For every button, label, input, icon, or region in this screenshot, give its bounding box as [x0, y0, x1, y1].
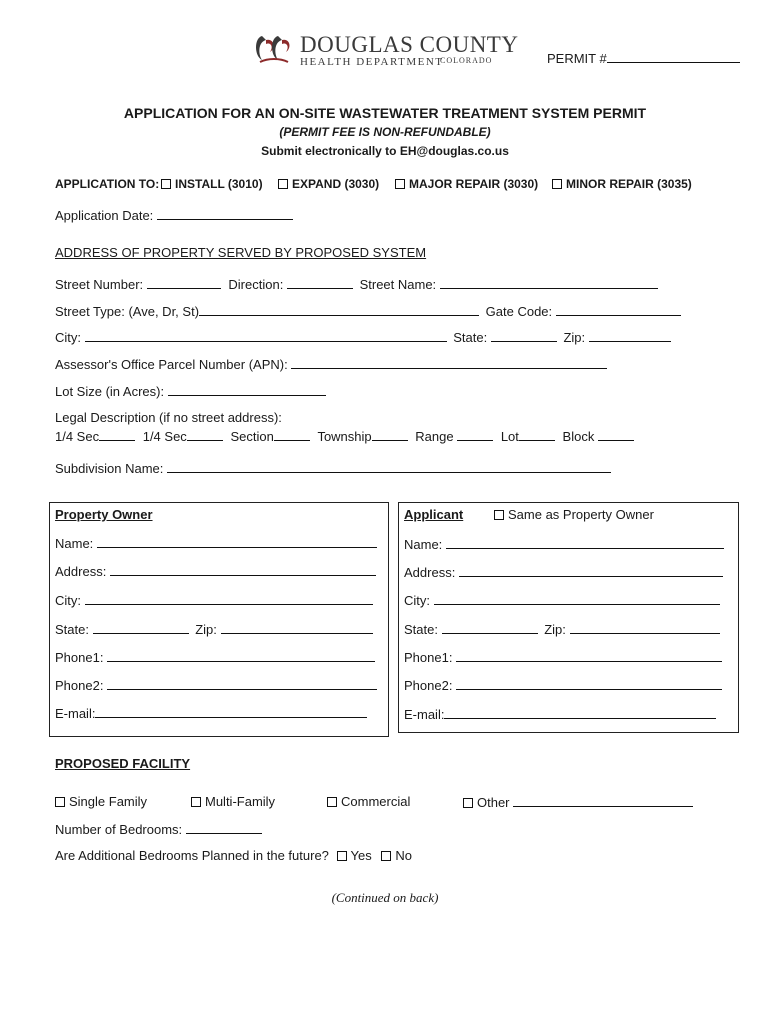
logo-sub: HEALTH DEPARTMENT: [300, 56, 444, 68]
same-as-owner-checkbox[interactable]: [494, 510, 504, 520]
permit-number-field[interactable]: [547, 50, 740, 66]
no-option[interactable]: No: [381, 848, 412, 863]
multi-family-checkbox[interactable]: [191, 797, 201, 807]
option-minor-repair[interactable]: MINOR REPAIR (3035): [552, 177, 692, 191]
additional-bedrooms-row: [55, 848, 412, 863]
application-date-label: Application Date:: [55, 208, 154, 223]
major-repair-checkbox[interactable]: [395, 179, 405, 189]
owner-address-field[interactable]: Address:: [55, 563, 376, 579]
street-name-field[interactable]: Street Name:: [360, 277, 658, 292]
lot-size-field[interactable]: Lot Size (in Acres):: [55, 383, 326, 399]
legal-description-row: [55, 428, 634, 444]
option-major-repair[interactable]: MAJOR REPAIR (3030): [395, 177, 538, 191]
facility-multi-family[interactable]: Multi-Family: [191, 794, 275, 809]
option-expand[interactable]: EXPAND (3030): [278, 177, 379, 191]
facility-other[interactable]: Other: [463, 794, 693, 810]
property-owner-heading: Property Owner: [55, 507, 153, 522]
form-title: APPLICATION FOR AN ON-SITE WASTEWATER TREATMENT SYSTEM PERMIT: [123, 105, 647, 121]
no-checkbox[interactable]: [381, 851, 391, 861]
application-to-label: APPLICATION TO:: [55, 177, 160, 191]
proposed-facility-heading: PROPOSED FACILITY: [55, 756, 191, 771]
logo-name: DOUGLAS COUNTY: [300, 32, 519, 57]
lot-field[interactable]: Lot: [501, 429, 555, 444]
quarter-sec-field-1[interactable]: 1/4 Sec: [55, 429, 135, 444]
street-number-row: [55, 276, 658, 292]
single-family-checkbox[interactable]: [55, 797, 65, 807]
subdivision-field[interactable]: Subdivision Name:: [55, 460, 611, 476]
yes-option[interactable]: Yes: [337, 848, 372, 863]
block-field[interactable]: Block: [563, 429, 634, 444]
zip-field[interactable]: Zip:: [563, 330, 670, 345]
owner-name-field[interactable]: Name:: [55, 535, 377, 551]
apn-field[interactable]: Assessor's Office Parcel Number (APN):: [55, 356, 607, 372]
application-date-field[interactable]: [55, 207, 293, 223]
logo-state: COLORADO: [440, 56, 493, 65]
applicant-city-field[interactable]: City:: [404, 592, 720, 608]
street-type-row: [55, 303, 681, 319]
applicant-name-field[interactable]: Name:: [404, 536, 724, 552]
county-emblem-icon: [252, 32, 296, 66]
logo: [252, 32, 519, 72]
applicant-email-field[interactable]: E-mail:: [404, 706, 716, 722]
owner-state-zip-row: [55, 621, 373, 637]
submit-note: Submit electronically to EH@douglas.co.us: [261, 144, 509, 158]
city-field[interactable]: City:: [55, 330, 447, 345]
street-number-field[interactable]: Street Number:: [55, 277, 221, 292]
bedrooms-field[interactable]: Number of Bedrooms:: [55, 821, 262, 837]
applicant-address-field[interactable]: Address:: [404, 564, 723, 580]
owner-phone2-field[interactable]: Phone2:: [55, 677, 377, 693]
expand-checkbox[interactable]: [278, 179, 288, 189]
yes-checkbox[interactable]: [337, 851, 347, 861]
township-field[interactable]: Township: [317, 429, 407, 444]
facility-single-family[interactable]: Single Family: [55, 794, 147, 809]
permit-label: PERMIT #: [547, 51, 607, 66]
address-heading: ADDRESS OF PROPERTY SERVED BY PROPOSED SYSTEM: [55, 245, 427, 260]
street-type-field[interactable]: Street Type: (Ave, Dr, St): [55, 304, 479, 319]
install-checkbox[interactable]: [161, 179, 171, 189]
range-field[interactable]: Range: [415, 429, 493, 444]
other-checkbox[interactable]: [463, 798, 473, 808]
legal-description-label: Legal Description (if no street address):: [55, 410, 282, 425]
section-field[interactable]: Section: [230, 429, 309, 444]
state-field[interactable]: State:: [453, 330, 557, 345]
applicant-phone1-field[interactable]: Phone1:: [404, 649, 722, 665]
option-install[interactable]: INSTALL (3010): [161, 177, 263, 191]
applicant-phone2-field[interactable]: Phone2:: [404, 677, 722, 693]
owner-city-field[interactable]: City:: [55, 592, 373, 608]
city-row: [55, 329, 671, 345]
continued-note: (Continued on back): [331, 890, 439, 905]
minor-repair-checkbox[interactable]: [552, 179, 562, 189]
applicant-state-zip-row: [404, 621, 720, 637]
owner-email-field[interactable]: E-mail:: [55, 705, 367, 721]
gate-code-field[interactable]: Gate Code:: [486, 304, 681, 319]
same-as-owner-option[interactable]: Same as Property Owner: [494, 507, 654, 522]
applicant-heading: Applicant: [404, 507, 464, 522]
fee-note: (PERMIT FEE IS NON-REFUNDABLE): [279, 125, 491, 139]
owner-phone1-field[interactable]: Phone1:: [55, 649, 375, 665]
applicant-zip-field[interactable]: Zip:: [544, 622, 719, 637]
additional-bedrooms-question: Are Additional Bedrooms Planned in the future?: [55, 848, 329, 863]
applicant-state-field[interactable]: State:: [404, 622, 538, 637]
quarter-sec-field-2[interactable]: 1/4 Sec: [143, 429, 223, 444]
commercial-checkbox[interactable]: [327, 797, 337, 807]
owner-state-field[interactable]: State:: [55, 622, 189, 637]
facility-commercial[interactable]: Commercial: [327, 794, 410, 809]
direction-field[interactable]: Direction:: [228, 277, 353, 292]
owner-zip-field[interactable]: Zip:: [195, 622, 372, 637]
